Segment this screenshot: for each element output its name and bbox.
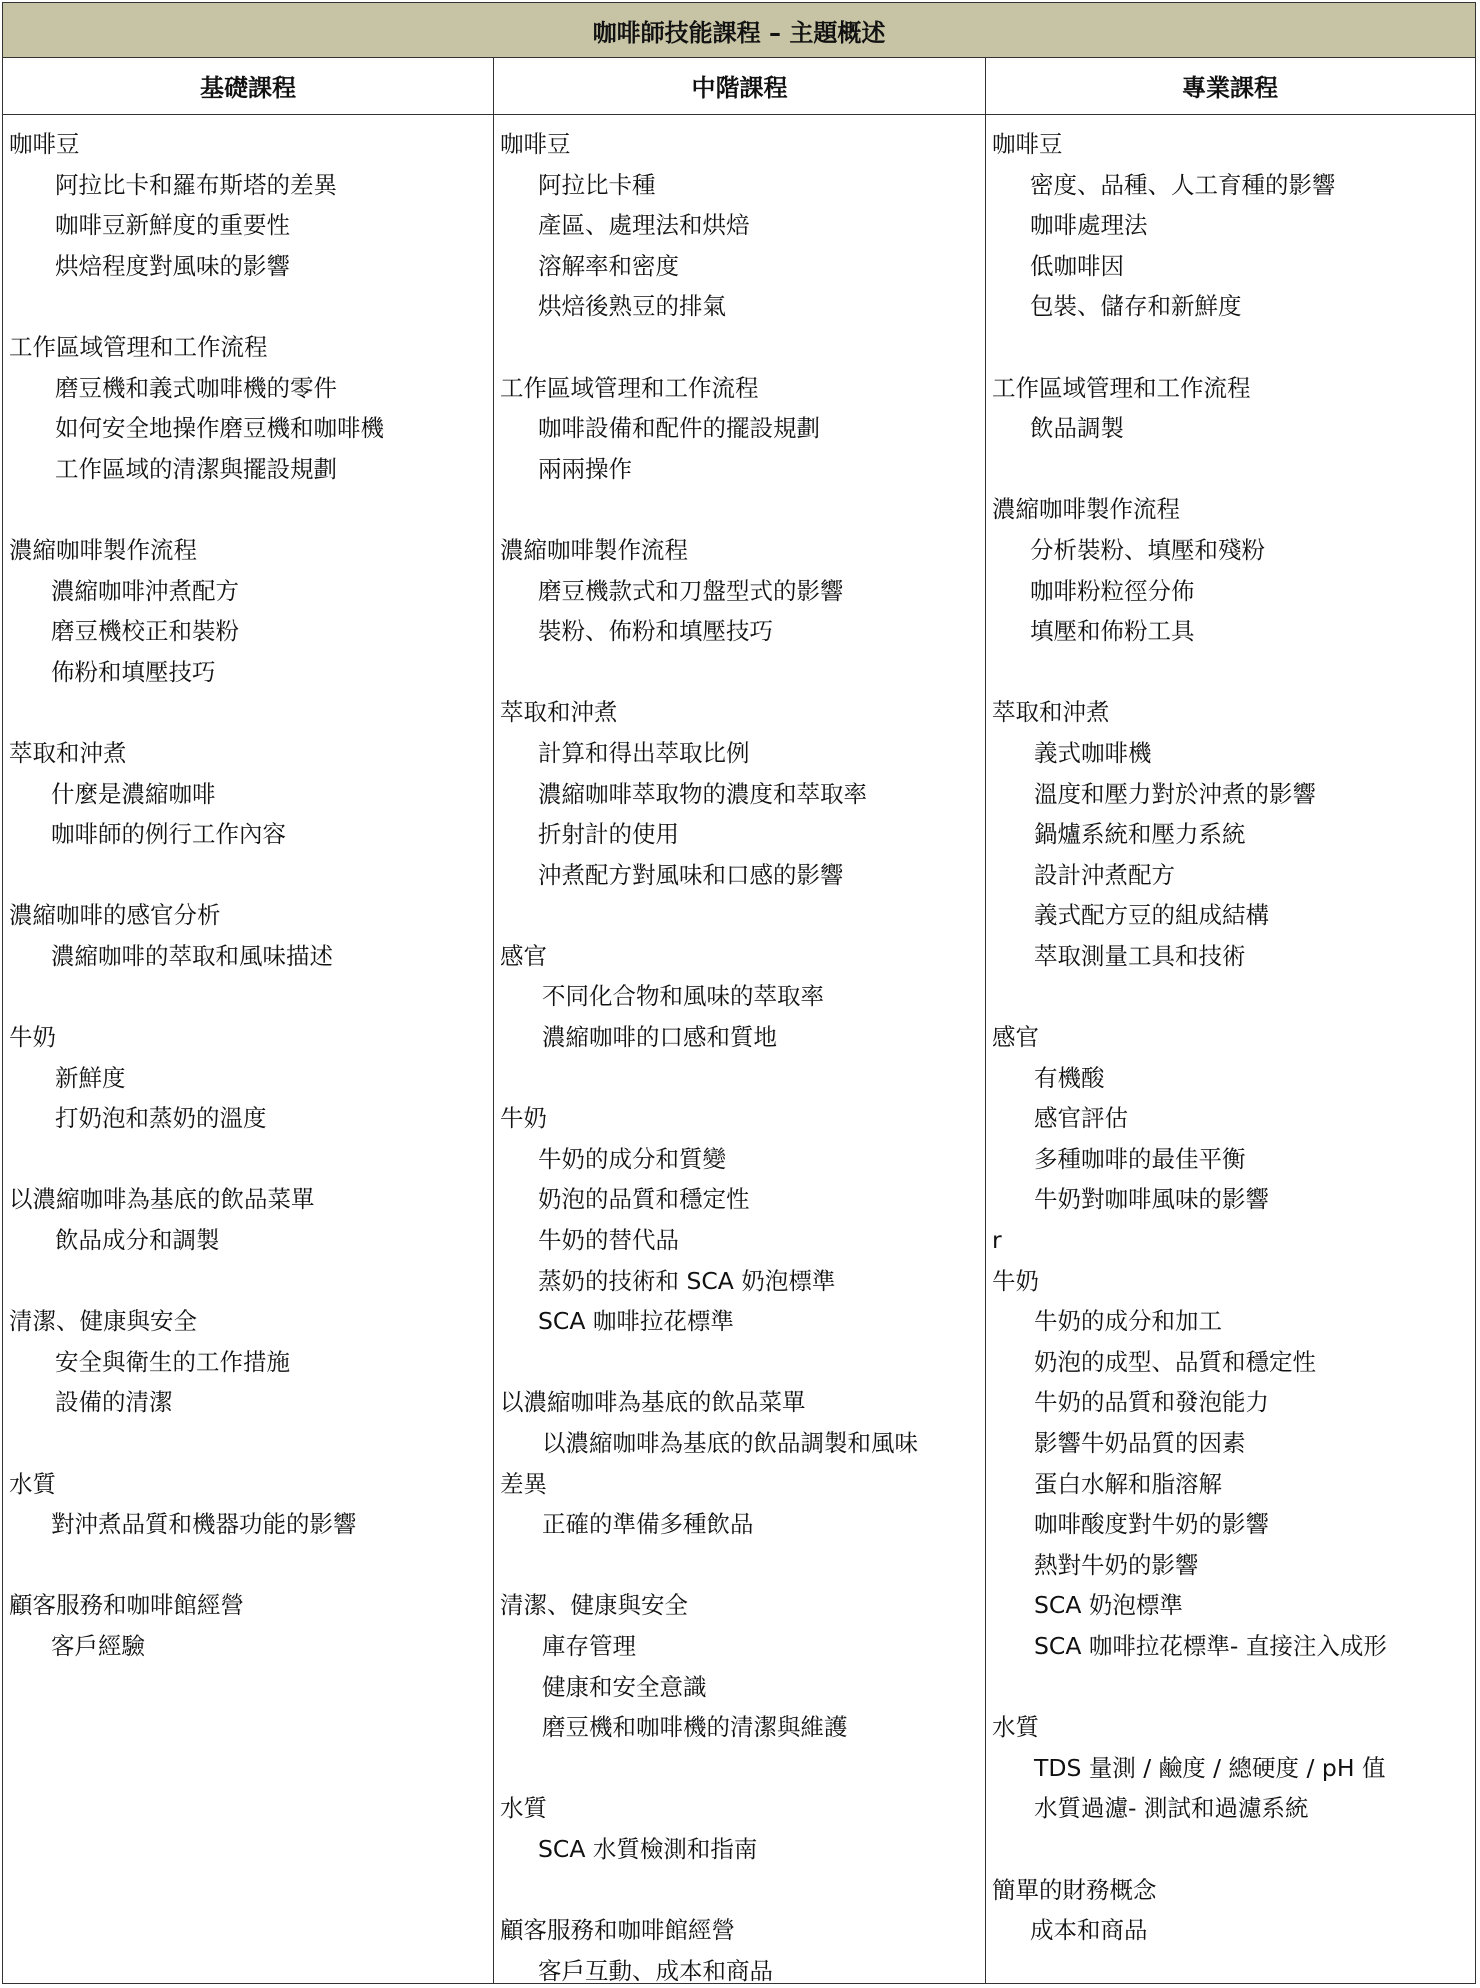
topic-item: 熱對牛奶的影響 xyxy=(1034,1550,1199,1579)
topic-item: 牛奶的成分和質變 xyxy=(538,1144,726,1173)
topic-item: 牛奶的替代品 xyxy=(538,1226,679,1255)
topic-item: 填壓和佈粉工具 xyxy=(1030,617,1195,646)
column-header-professional: 專業課程 xyxy=(1182,74,1278,102)
topic-item: 磨豆機和義式咖啡機的零件 xyxy=(55,373,337,402)
topic-item: 濃縮咖啡的萃取和風味描述 xyxy=(51,941,333,970)
topic-item: SCA 水質檢測和指南 xyxy=(538,1834,758,1863)
topic-item: 烘焙後熟豆的排氣 xyxy=(538,292,726,321)
spacer xyxy=(3,976,493,1017)
topic-item: 阿拉比卡和羅布斯塔的差異 xyxy=(55,170,337,199)
curriculum-table xyxy=(2,2,1476,1984)
topic-item: 飲品調製 xyxy=(1030,414,1124,443)
topic-item: 不同化合物和風味的萃取率 xyxy=(542,982,824,1011)
topic-heading: 萃取和沖煮 xyxy=(992,698,1110,727)
topic-item: 正確的準備多種飲品 xyxy=(542,1510,754,1539)
topic-item: 磨豆機和咖啡機的清潔與維護 xyxy=(542,1713,848,1742)
spacer xyxy=(3,855,493,896)
topic-heading: 清潔、健康與安全 xyxy=(9,1307,197,1336)
spacer xyxy=(3,1423,493,1464)
topic-heading: 感官 xyxy=(992,1023,1039,1052)
topic-item: 安全與衛生的工作措施 xyxy=(55,1347,290,1376)
topic-item: 磨豆機款式和刀盤型式的影響 xyxy=(538,576,844,605)
topic-heading: 清潔、健康與安全 xyxy=(500,1591,688,1620)
topic-item: 咖啡師的例行工作內容 xyxy=(51,820,286,849)
topic-item: 水質過濾- 測試和過濾系統 xyxy=(1034,1794,1309,1823)
spacer xyxy=(986,1829,1474,1870)
topic-item: 磨豆機校正和裝粉 xyxy=(51,617,239,646)
topic-item: 客戶互動、成本和商品 xyxy=(538,1956,773,1983)
topic-item: 對沖煮品質和機器功能的影響 xyxy=(51,1510,357,1539)
topic-item: 產區、處理法和烘焙 xyxy=(538,211,750,240)
spacer xyxy=(3,1139,493,1180)
spacer xyxy=(494,652,985,693)
spacer xyxy=(494,895,985,936)
topic-item: 蒸奶的技術和 SCA 奶泡標準 xyxy=(538,1266,836,1295)
topic-item: 義式咖啡機 xyxy=(1034,738,1152,767)
spacer xyxy=(494,1545,985,1586)
topic-item: 牛奶的成分和加工 xyxy=(1034,1307,1222,1336)
topic-heading: 簡單的財務概念 xyxy=(992,1875,1157,1904)
topic-item: 影響牛奶品質的因素 xyxy=(1034,1429,1246,1457)
topic-item: SCA 奶泡標準 xyxy=(1034,1591,1183,1620)
spacer xyxy=(3,1545,493,1586)
column-basic xyxy=(3,114,494,1983)
topic-heading: 牛奶 xyxy=(500,1104,547,1133)
topic-heading: 牛奶 xyxy=(9,1023,56,1052)
spacer xyxy=(986,976,1474,1017)
spacer xyxy=(986,1667,1474,1708)
spacer xyxy=(494,1342,985,1383)
topic-item: 庫存管理 xyxy=(542,1631,636,1660)
topic-item: 阿拉比卡種 xyxy=(538,170,656,199)
topic-item: SCA 咖啡拉花標準 xyxy=(538,1307,734,1336)
topic-heading: 咖啡豆 xyxy=(992,130,1063,158)
topic-item: 分析裝粉、填壓和殘粉 xyxy=(1030,535,1265,564)
topic-item: 健康和安全意識 xyxy=(542,1672,707,1701)
spacer xyxy=(3,1261,493,1302)
topic-item: 牛奶的品質和發泡能力 xyxy=(1034,1388,1269,1417)
spacer xyxy=(494,1058,985,1099)
topic-item: 密度、品種、人工育種的影響 xyxy=(1030,170,1336,199)
topic-item: 客戶經驗 xyxy=(51,1631,145,1660)
topic-heading: 顧客服務和咖啡館經營 xyxy=(9,1591,244,1620)
topic-item: 溶解率和密度 xyxy=(538,251,679,280)
topic-item: 鍋爐系統和壓力系統 xyxy=(1034,820,1246,849)
topic-item: 奶泡的成型、品質和穩定性 xyxy=(1034,1347,1316,1376)
topic-item: 設計沖煮配方 xyxy=(1034,860,1175,889)
topic-heading: 水質 xyxy=(500,1794,547,1823)
topic-item: 咖啡豆新鮮度的重要性 xyxy=(55,211,290,240)
topic-item: 包裝、儲存和新鮮度 xyxy=(1030,292,1242,321)
topic-item: 什麼是濃縮咖啡 xyxy=(51,779,216,808)
topic-item: 以濃縮咖啡為基底的飲品調製和風味 xyxy=(542,1429,918,1457)
topic-heading: 濃縮咖啡製作流程 xyxy=(992,495,1180,524)
topic-item: 烘焙程度對風味的影響 xyxy=(55,251,290,280)
topic-item: 咖啡酸度對牛奶的影響 xyxy=(1034,1510,1269,1539)
column-header-intermediate: 中階課程 xyxy=(494,57,986,114)
topic-item: TDS 量測 / 鹼度 / 總硬度 / pH 值 xyxy=(1034,1753,1386,1782)
topic-item: 感官評估 xyxy=(1034,1104,1128,1133)
topic-item: 打奶泡和蒸奶的溫度 xyxy=(55,1104,267,1133)
topic-item: 蛋白水解和脂溶解 xyxy=(1034,1469,1222,1498)
topic-heading: 牛奶 xyxy=(992,1266,1039,1295)
stray-character: r xyxy=(992,1226,1002,1255)
topic-heading: 水質 xyxy=(9,1469,56,1498)
topic-item: 沖煮配方對風味和口感的影響 xyxy=(538,860,844,889)
spacer xyxy=(986,652,1474,693)
topic-item: 咖啡設備和配件的擺設規劃 xyxy=(538,414,820,443)
topic-item: 咖啡粉粒徑分佈 xyxy=(1030,576,1195,605)
topic-item: 工作區域的清潔與擺設規劃 xyxy=(55,454,337,483)
topic-heading: 顧客服務和咖啡館經營 xyxy=(500,1916,735,1945)
column-header-row xyxy=(3,57,1475,115)
table-title: 咖啡師技能課程 – 主題概述 xyxy=(3,3,1475,58)
topic-item: 設備的清潔 xyxy=(55,1388,173,1417)
topic-item: 成本和商品 xyxy=(1030,1916,1148,1945)
topic-heading: 以濃縮咖啡為基底的飲品菜單 xyxy=(9,1185,315,1214)
topic-item: 新鮮度 xyxy=(55,1063,126,1092)
topic-item: 咖啡處理法 xyxy=(1030,211,1148,240)
topic-item: 有機酸 xyxy=(1034,1063,1105,1092)
topic-item: 牛奶對咖啡風味的影響 xyxy=(1034,1185,1269,1214)
topic-item: 濃縮咖啡的口感和質地 xyxy=(542,1023,777,1052)
spacer xyxy=(986,449,1474,490)
topic-item: 義式配方豆的組成結構 xyxy=(1034,901,1269,930)
table-body xyxy=(3,114,1475,1983)
topic-heading: 濃縮咖啡製作流程 xyxy=(500,535,688,564)
spacer xyxy=(3,489,493,530)
column-professional xyxy=(986,114,1474,1983)
topic-heading: 以濃縮咖啡為基底的飲品菜單 xyxy=(500,1388,806,1417)
topic-item: SCA 咖啡拉花標準- 直接注入成形 xyxy=(1034,1631,1387,1660)
topic-item: 裝粉、佈粉和填壓技巧 xyxy=(538,617,773,646)
topic-heading: 工作區域管理和工作流程 xyxy=(992,373,1251,402)
topic-item: 奶泡的品質和穩定性 xyxy=(538,1185,750,1214)
topic-heading: 工作區域管理和工作流程 xyxy=(9,332,268,361)
spacer xyxy=(494,489,985,530)
spacer xyxy=(3,286,493,327)
topic-heading: 咖啡豆 xyxy=(9,130,80,158)
spacer xyxy=(494,327,985,368)
topic-heading: 咖啡豆 xyxy=(500,130,571,158)
topic-heading: 感官 xyxy=(500,941,547,970)
topic-item: 濃縮咖啡沖煮配方 xyxy=(51,576,239,605)
topic-heading: 萃取和沖煮 xyxy=(500,698,618,727)
spacer xyxy=(986,327,1474,368)
topic-item: 飲品成分和調製 xyxy=(55,1226,220,1255)
topic-heading: 水質 xyxy=(992,1713,1039,1742)
topic-item: 溫度和壓力對於沖煮的影響 xyxy=(1034,779,1316,808)
spacer xyxy=(3,692,493,733)
topic-heading: 濃縮咖啡製作流程 xyxy=(9,535,197,564)
column-intermediate xyxy=(494,114,986,1983)
topic-item: 多種咖啡的最佳平衡 xyxy=(1034,1144,1246,1173)
topic-item: 佈粉和填壓技巧 xyxy=(51,657,216,686)
topic-item: 如何安全地操作磨豆機和咖啡機 xyxy=(55,414,384,443)
topic-heading: 工作區域管理和工作流程 xyxy=(500,373,759,402)
topic-heading: 濃縮咖啡的感官分析 xyxy=(9,901,221,930)
topic-item: 計算和得出萃取比例 xyxy=(538,738,750,767)
topic-item: 兩兩操作 xyxy=(538,454,632,483)
topic-item: 萃取測量工具和技術 xyxy=(1034,941,1246,970)
topic-item: 濃縮咖啡萃取物的濃度和萃取率 xyxy=(538,779,867,808)
spacer xyxy=(494,1748,985,1789)
topic-heading: 萃取和沖煮 xyxy=(9,738,127,767)
spacer xyxy=(494,1870,985,1911)
topic-item: 低咖啡因 xyxy=(1030,251,1124,280)
topic-item: 折射計的使用 xyxy=(538,820,679,849)
column-header-basic: 基礎課程 xyxy=(3,57,494,114)
topic-item-continuation: 差異 xyxy=(500,1469,547,1498)
